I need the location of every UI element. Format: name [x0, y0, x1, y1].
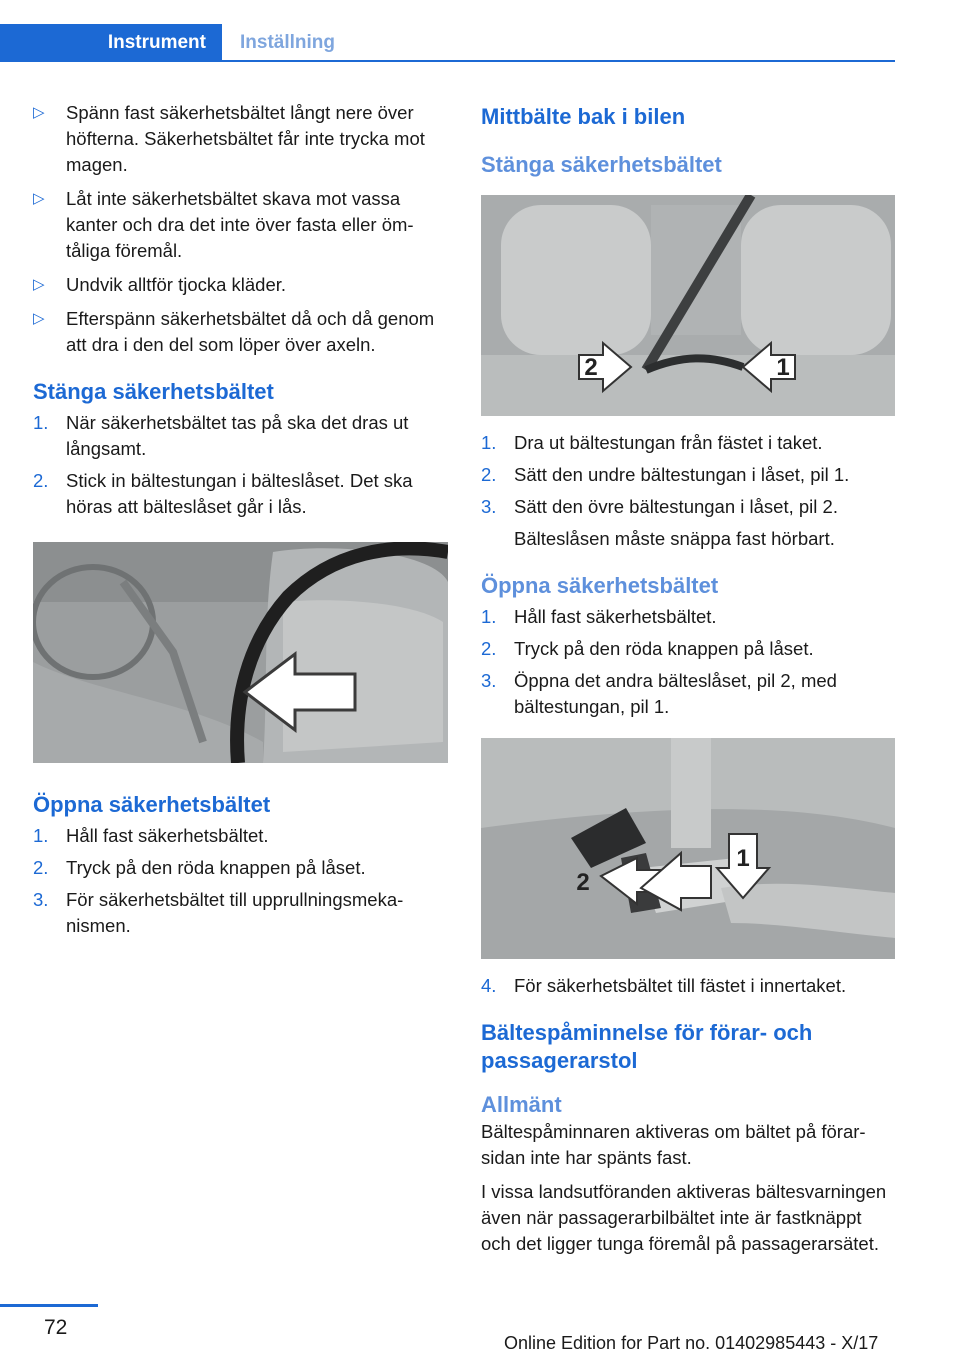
list-item: 2. Sätt den undre bältestungan i låset, pil 1.	[481, 464, 850, 485]
list-item	[33, 100, 448, 178]
arrow-label-2: 2	[584, 354, 598, 381]
list-item	[33, 306, 448, 358]
bullet-text: Efterspänn säkerhetsbältet då och då genom att dra i den del som löper över axeln.	[66, 308, 435, 355]
arrow-label-1: 1	[736, 845, 750, 872]
edition-note: Online Edition for Part no. 01402985443 - X/17	[504, 1333, 879, 1353]
bullet-text: Undvik alltför tjocka kläder.	[66, 274, 287, 295]
tab-installning[interactable]: Inställning	[240, 32, 335, 53]
triangle-bullet-icon: ▷	[33, 190, 45, 207]
front-seat-belt-photo	[33, 542, 448, 763]
header-rule	[0, 60, 895, 62]
list-item: 1. Dra ut bältestungan från fästet i taket.	[481, 432, 823, 453]
rear-center-belt-photo	[481, 195, 895, 416]
list-item: 2. Tryck på den röda knappen på låset.	[481, 638, 814, 659]
list-item: 1. När säkerhetsbältet tas på ska det dras ut långsamt.	[33, 412, 409, 459]
open-belt-heading: Öppna säkerhetsbältet	[33, 792, 271, 817]
bullet-text: Låt inte säkerhetsbältet skava mot vassa kanter och dra det inte över fasta eller ömtåliga föremål.	[66, 188, 414, 261]
center-final-step-list	[481, 973, 895, 999]
reminder-paragraph-1: Bältespåminnaren aktiveras om bältet på förarsidan inte har spänts fast.	[481, 1121, 866, 1168]
list-item: 2. Stick in bältestungan i bälteslåset. Det ska höras att bälteslåset går i lås.	[33, 470, 413, 517]
footer-rule	[0, 1304, 98, 1307]
center-belt-heading: Mittbälte bak i bilen	[481, 104, 686, 129]
close-belt-heading: Stänga säkerhetsbältet	[33, 379, 274, 404]
close-belt-subheading: Stänga säkerhetsbältet	[481, 152, 722, 177]
belt-buckle-photo	[481, 738, 895, 959]
safety-bullet-list	[33, 100, 448, 358]
section-tabs	[0, 24, 895, 62]
list-item: 3. Sätt den övre bältestungan i låset, pil 2. Bälteslåsen måste snäppa fast hörbart.	[481, 496, 838, 549]
triangle-bullet-icon: ▷	[33, 104, 45, 121]
list-item: 1. Håll fast säkerhetsbältet.	[481, 606, 717, 627]
list-item: 3. För säkerhetsbältet till upprullningsmekanismen.	[33, 889, 404, 936]
list-item: 3. Öppna det andra bälteslåset, pil 2, med bältestungan, pil 1.	[481, 670, 837, 717]
open-steps-list	[33, 823, 448, 939]
left-column	[33, 100, 448, 945]
tab-instrument[interactable]: Instrument	[0, 24, 222, 62]
bullet-text: Spänn fast säkerhetsbältet långt nere över höfterna. Säkerhetsbältet får inte trycka mot magen.	[66, 102, 425, 175]
belt-reminder-heading: Bältespåminnelse för förar- och passagerarstol	[481, 1020, 813, 1073]
arrow-label-2: 2	[576, 869, 590, 896]
general-subheading: Allmänt	[481, 1092, 562, 1117]
list-item: 2. Tryck på den röda knappen på låset.	[33, 857, 366, 878]
open-belt-subheading: Öppna säkerhetsbältet	[481, 573, 719, 598]
arrow-label-1: 1	[776, 354, 790, 381]
list-item: 1. Håll fast säkerhetsbältet.	[33, 825, 269, 846]
page-number: 72	[44, 1316, 68, 1339]
list-item	[33, 186, 448, 264]
close-steps-list	[33, 410, 448, 520]
right-column	[481, 100, 895, 1257]
center-close-steps-list	[481, 430, 895, 552]
triangle-bullet-icon: ▷	[33, 276, 45, 293]
reminder-paragraph-2: I vissa landsutföranden aktiveras bältesvarningen även när passagerarbilbältet inte är fastknäppt och det ligger tunga föremål på passagerarsätet.	[481, 1181, 887, 1254]
triangle-bullet-icon: ▷	[33, 310, 45, 327]
list-item: 4. För säkerhetsbältet till fästet i innertaket.	[481, 975, 847, 996]
list-item	[33, 272, 448, 298]
center-open-steps-list	[481, 604, 895, 720]
